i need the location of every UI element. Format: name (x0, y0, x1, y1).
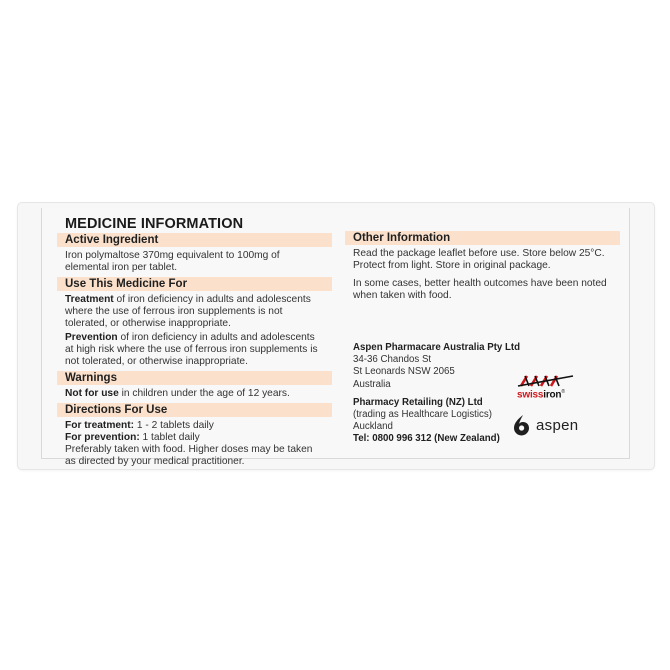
phone-nz: Tel: 0800 996 312 (New Zealand) (353, 433, 500, 445)
address-australia (353, 342, 520, 391)
section-header-other-info: Other Information (345, 231, 620, 245)
treatment-text (57, 294, 332, 330)
prevention-text (57, 332, 332, 368)
directions-prevention-label: For prevention: (65, 432, 140, 443)
aspen-drop-icon (512, 414, 531, 436)
swissiron-logo-swiss: swiss (517, 389, 544, 401)
address-au-line3: Australia (353, 378, 391, 390)
directions-text (57, 420, 332, 468)
other-info-para-1: Read the package leaflet before use. Store below 25°C. Protect from light. Store in original package. (353, 248, 605, 271)
other-info-para-2: In some cases, better health outcomes have been noted when taken with food. (353, 278, 607, 301)
section-header-directions: Directions For Use (57, 403, 332, 417)
company-au: Aspen Pharmacare Australia Pty Ltd (353, 342, 521, 353)
directions-note: Preferably taken with food. Higher doses may be taken as directed by your medical practitioner. (65, 444, 313, 467)
address-nz-line2: Auckland (353, 421, 393, 433)
treatment-label: Treatment (65, 294, 114, 305)
aspen-logo-text: aspen (536, 416, 579, 434)
addresses (353, 342, 520, 452)
section-header-warnings: Warnings (57, 371, 332, 385)
directions-treatment (65, 420, 324, 432)
aspen-logo (512, 414, 578, 436)
registered-mark: ® (561, 389, 565, 395)
address-nz (353, 397, 520, 446)
address-au-line1: 34-36 Chandos St (353, 354, 432, 366)
directions-prevention-desc: 1 tablet daily (139, 432, 200, 443)
section-header-use-for: Use This Medicine For (57, 277, 332, 291)
warnings-label: Not for use (65, 388, 119, 399)
swissiron-logo (517, 389, 565, 400)
swissiron-logo-iron: iron (543, 389, 562, 401)
treatment-desc: of iron deficiency in adults and adolescents where the use of ferrous iron supplements is not tolerated, or otherwise inappropriate. (65, 294, 311, 329)
left-column (57, 214, 332, 471)
page-title: MEDICINE INFORMATION (65, 216, 244, 232)
address-au-line2: St Leonards NSW 2065 (353, 366, 455, 378)
warnings-text (57, 388, 332, 400)
right-column (345, 214, 620, 305)
prevention-desc: of iron deficiency in adults and adolescents at high risk where the use of ferrous iron supplements is not tolerated, or otherwise inappropriate. (65, 332, 318, 367)
company-nz: Pharmacy Retailing (NZ) Ltd (353, 396, 483, 408)
address-nz-line1: (trading as Healthcare Logistics) (353, 409, 492, 421)
prevention-label: Prevention (65, 332, 118, 343)
directions-prevention (65, 432, 324, 444)
directions-treatment-desc: 1 - 2 tablets daily (134, 420, 214, 431)
warnings-desc: in children under the age of 12 years. (118, 388, 290, 399)
active-ingredient-text: Iron polymaltose 370mg equivalent to 100mg of elemental iron per tablet. (65, 250, 280, 273)
section-header-active-ingredient: Active Ingredient (57, 233, 332, 247)
directions-treatment-label: For treatment: (65, 420, 135, 431)
